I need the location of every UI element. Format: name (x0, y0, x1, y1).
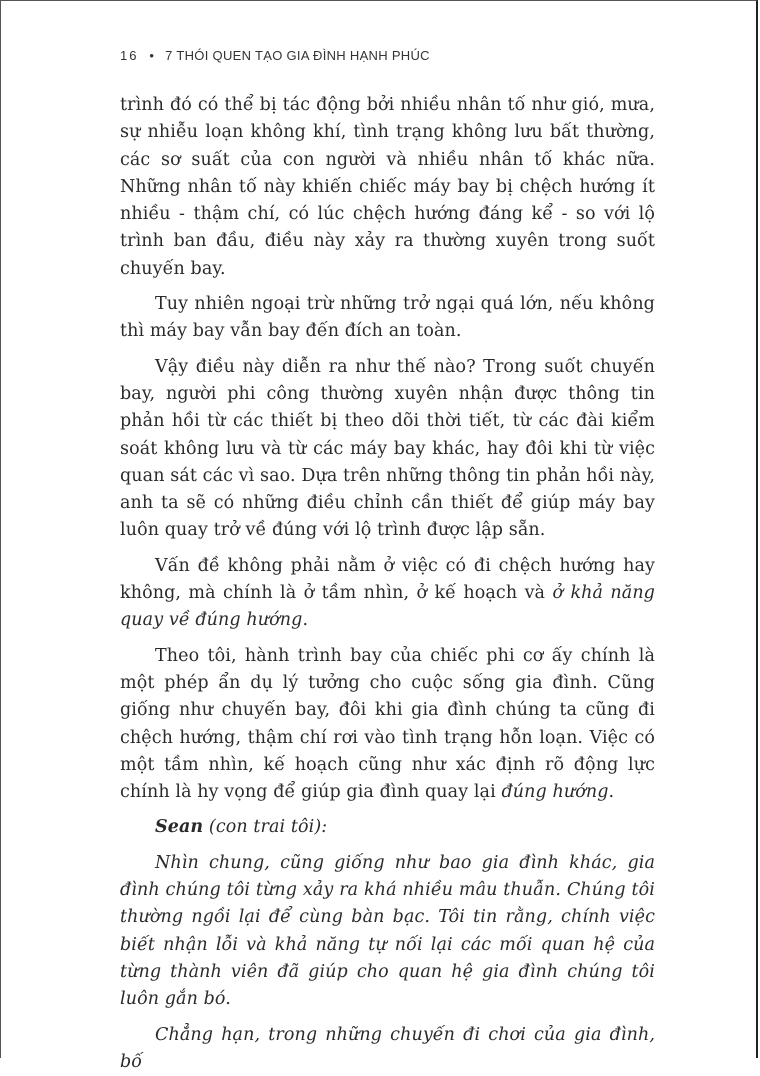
paragraph-text: Vấn đề không phải nằm ở việc có đi chệch hướng hay không, mà chính là ở tầm nhìn, ở kế hoạch và (120, 556, 655, 603)
page-body (120, 92, 655, 1076)
emphasis-text: ở khả năng quay về đúng hướng (120, 583, 655, 630)
paragraph: Vậy điều này diễn ra như thế nào? Trong suốt chuyến bay, người phi công thường xuyên nhận được thông tin phản hồi từ các thiết bị theo dõi thời tiết, từ các đài kiểm soát không lưu và từ các máy bay khác, hay đôi khi từ việc quan sát các vì sao. Dựa trên những thông tin phản hồi này, anh ta sẽ có những điều chỉnh cần thiết để giúp máy bay luôn quay trở về đúng với lộ trình được lập sẵn. (120, 354, 655, 545)
emphasis-text: đúng hướng (501, 782, 608, 802)
page-number: 16 (120, 48, 138, 63)
paragraph-text: Theo tôi, hành trình bay của chiếc phi cơ ấy chính là một phép ẩn dụ lý tưởng cho cuộc sống gia đình. Cũng giống như chuyến bay, đôi khi gia đình chúng ta cũng đi chệch hướng, thậm chí rơi vào tình trạng hỗn loạn. Việc có một tầm nhìn, kế hoạch cũng như xác định rõ động lực chính là hy vọng để giúp gia đình quay lại (120, 646, 655, 802)
speaker-line (120, 814, 655, 841)
header-separator: • (149, 48, 154, 63)
book-title: 7 THÓI QUEN TẠO GIA ĐÌNH HẠNH PHÚC (165, 48, 430, 63)
quote-paragraph: Chẳng hạn, trong những chuyến đi chơi của gia đình, bố (120, 1022, 655, 1076)
paragraph-end: . (609, 782, 615, 802)
paragraph (120, 643, 655, 807)
speaker-note: (con trai tôi): (203, 817, 327, 837)
paragraph (120, 553, 655, 635)
paragraph-continued: trình đó có thể bị tác động bởi nhiều nhân tố như gió, mưa, sự nhiễu loạn không khí, tình trạng không lưu bất thường, các sơ suất của con người và nhiều nhân tố khác nữa. Những nhân tố này khiến chiếc máy bay bị chệch hướng ít nhiều - thậm chí, có lúc chệch hướng đáng kể - so với lộ trình ban đầu, điều này xảy ra thường xuyên trong suốt chuyến bay. (120, 92, 655, 283)
speaker-name: Sean (155, 817, 203, 837)
running-header (120, 48, 430, 63)
paragraph: Tuy nhiên ngoại trừ những trở ngại quá lớn, nếu không thì máy bay vẫn bay đến đích an toàn. (120, 291, 655, 346)
paragraph-end: . (302, 610, 308, 630)
quote-paragraph: Nhìn chung, cũng giống như bao gia đình khác, gia đình chúng tôi từng xảy ra khá nhiều mâu thuẫn. Chúng tôi thường ngồi lại để cùng bàn bạc. Tôi tin rằng, chính việc biết nhận lỗi và khả năng tự nối lại các mối quan hệ của từng thành viên đã giúp cho quan hệ gia đình chúng tôi luôn gắn bó. (120, 850, 655, 1014)
